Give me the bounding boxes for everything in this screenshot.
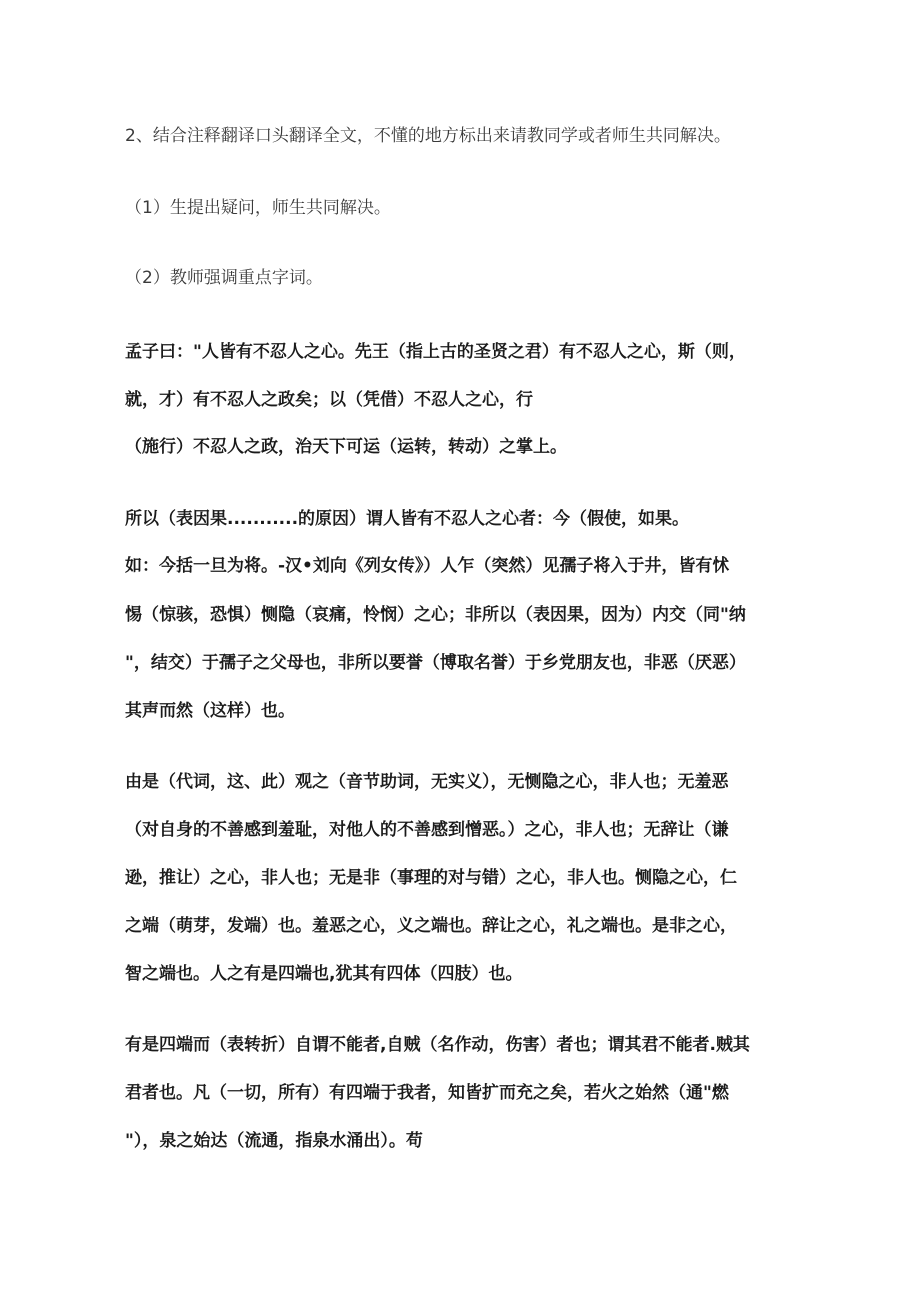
paragraph-4-line-1: 有是四端而（表转折）自谓不能者,自贼（名作动，伤害）者也；谓其君不能者.贼其 xyxy=(125,1035,750,1055)
paragraph-2-line-1: 所以（表因果...........的原因）谓人皆有不忍人之心者：今（假使，如果。 xyxy=(125,509,690,529)
sub-step-1: （1）生提出疑问，师生共同解决。 xyxy=(125,198,391,218)
paragraph-1-line-2: 就，才）有不忍人之政矣；以（凭借）不忍人之心，行 xyxy=(125,390,533,410)
paragraph-4-line-3: "），泉之始达（流通，指泉水涌出）。苟 xyxy=(125,1131,423,1151)
paragraph-3-line-5: 智之端也。人之有是四端也,犹其有四体（四肢）也。 xyxy=(125,964,523,984)
paragraph-3-line-4: 之端（萌芽，发端）也。羞恶之心，义之端也。辞让之心，礼之端也。是非之心， xyxy=(125,916,737,936)
paragraph-2-line-2: 如：今括一旦为将。-汉•刘向《列女传》）人乍（突然）见孺子将入于井，皆有怵 xyxy=(125,556,730,576)
step-2-instruction: 2、结合注释翻译口头翻译全文，不懂的地方标出来请教同学或者师生共同解决。 xyxy=(125,126,731,146)
paragraph-1-line-3: （施行）不忍人之政，治天下可运（运转，转动）之掌上。 xyxy=(125,437,567,457)
paragraph-3-line-2: （对自身的不善感到羞耻，对他人的不善感到憎恶。）之心，非人也；无辞让（谦 xyxy=(125,820,729,840)
sub-step-2: （2）教师强调重点字词。 xyxy=(125,268,323,288)
paragraph-2-line-3: 惕（惊骇，恐惧）恻隐（哀痛，怜悯）之心；非所以（表因果，因为）内交（同"纳 xyxy=(125,605,746,625)
paragraph-1-line-1: 孟子曰："人皆有不忍人之心。先王（指上古的圣贤之君）有不忍人之心，斯（则， xyxy=(125,342,746,362)
paragraph-2-line-4: "，结交）于孺子之父母也，非所以要誉（博取名誉）于乡党朋友也，非恶（厌恶） xyxy=(125,653,746,673)
paragraph-3-line-1: 由是（代词，这、此）观之（音节助词，无实义），无恻隐之心，非人也；无羞恶 xyxy=(125,772,729,792)
paragraph-2-line-5: 其声而然（这样）也。 xyxy=(125,701,295,721)
paragraph-4-line-2: 君者也。凡（一切，所有）有四端于我者，知皆扩而充之矣，若火之始然（通"燃 xyxy=(125,1083,729,1103)
paragraph-3-line-3: 逊，推让）之心，非人也；无是非（事理的对与错）之心，非人也。恻隐之心，仁 xyxy=(125,868,737,888)
